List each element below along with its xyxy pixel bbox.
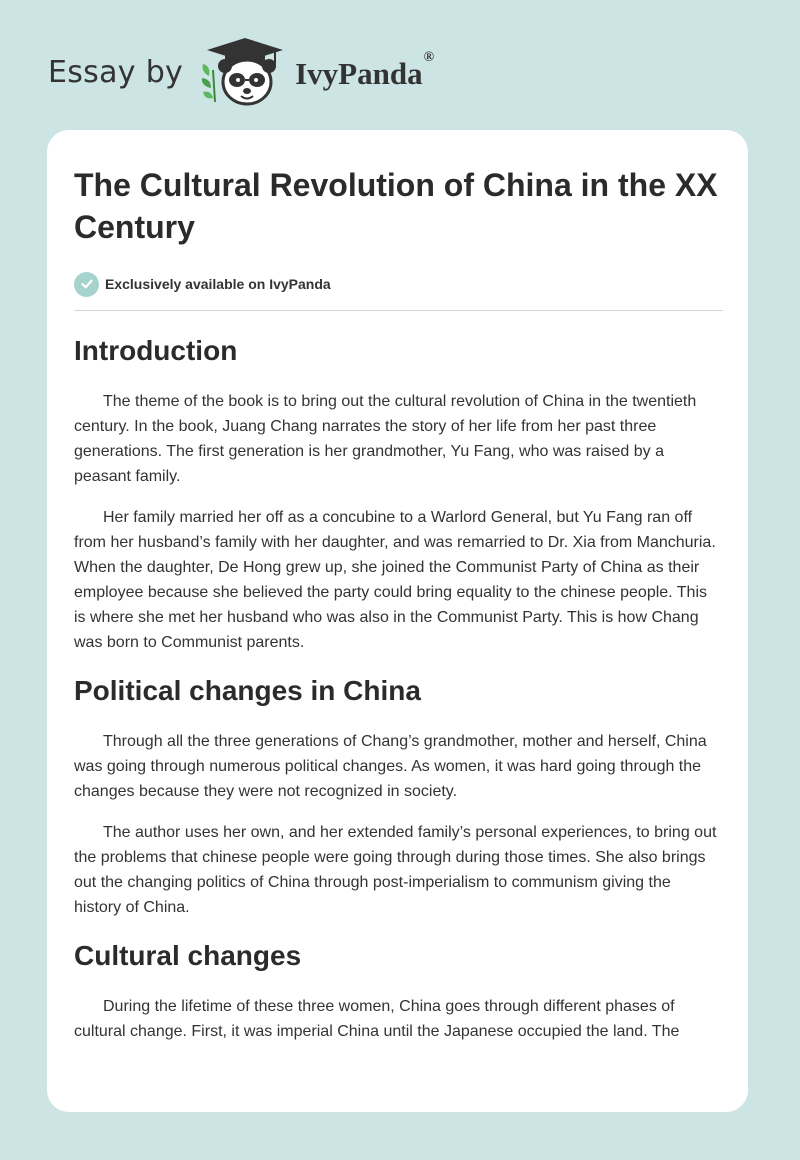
section-political-changes	[74, 671, 721, 920]
exclusive-badge	[74, 270, 721, 298]
ivypanda-logo-icon[interactable]	[197, 36, 293, 108]
site-header	[48, 36, 434, 108]
section-heading: Introduction	[74, 335, 238, 366]
essay-by-label: Essay by	[48, 54, 184, 90]
paragraph: Through all the three generations of Chang’s grandmother, mother and herself, China was going through numerous political changes. As women, it was hard going through the changes because they were not recognized in society.	[74, 733, 707, 800]
paragraph: Her family married her off as a concubine to a Warlord General, but Yu Fang ran off from her husband’s family with her daughter, and was remarried to Dr. Xia from Manchuria. When the daughter, De Hong grew up, she joined the Communist Party of China as their employee because she believed the party could bring equality to the chinese people. This is where she met her husband who was also in the Communist Party. This is how Chang was born to Communist parents.	[74, 509, 716, 651]
brand-name[interactable]	[295, 49, 435, 92]
exclusive-label: Exclusively available on IvyPanda	[105, 276, 331, 292]
registered-mark: ®	[423, 49, 435, 65]
check-icon	[74, 272, 99, 297]
essay-card	[47, 130, 748, 1112]
brand-text: IvyPanda	[295, 56, 423, 91]
paragraph: The theme of the book is to bring out the cultural revolution of China in the twentieth century. In the book, Juang Chang narrates the story of her life from her past three generations. The first generation is her grandmother, Yu Fang, who was raised by a peasant family.	[74, 393, 697, 485]
section-cultural-changes	[74, 936, 721, 1044]
essay-title: The Cultural Revolution of China in the XX Century	[74, 167, 718, 245]
paragraph: The author uses her own, and her extended family’s personal experiences, to bring out the problems that chinese people were going through during those times. She also brings out the changing politics of China through post-imperialism to communism giving the history of China.	[74, 824, 717, 916]
title-divider	[74, 310, 723, 311]
section-heading: Political changes in China	[74, 675, 421, 706]
section-heading: Cultural changes	[74, 940, 302, 971]
paragraph: During the lifetime of these three women, China goes through different phases of cultural change. First, it was imperial China until the Japanese occupied the land. The	[74, 998, 680, 1040]
section-introduction	[74, 331, 721, 655]
